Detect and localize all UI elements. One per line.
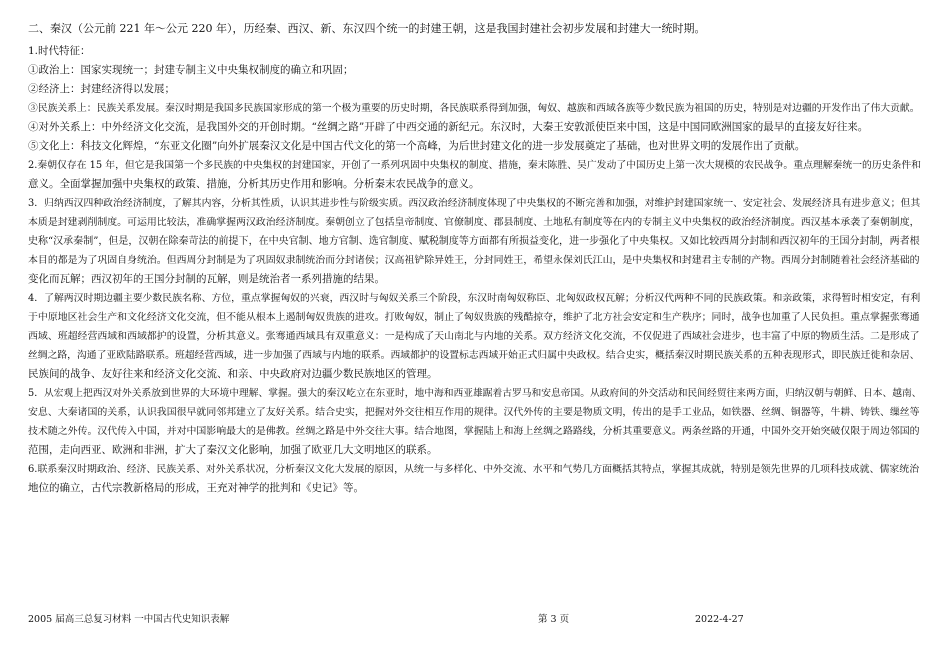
foreign-paragraph-line: 5．从宏观上把西汉对外关系放到世界的大环境中理解、掌握。强大的秦汉屹立在东亚时，地中海和西亚雄踞着古罗马和安息帝国。从政府间的外交活动和民间经贸往来两方面，归纳汉朝与朝鲜、日本、越南、 [28, 388, 922, 399]
han-systems-paragraph-line: 本目的都是为了巩固自身统治。但西周分封制是为了巩固奴隶制统治而分封诸侯；汉高祖铲除异姓王，分封同姓王，希望永保刘氏江山，是中央集权和封建君主专制的产物。西周分封制随着社会经济基础的 [28, 255, 920, 266]
footer-title: 2005 届高三总复习材料 一中国古代史知识表解 [28, 614, 230, 625]
document-body [28, 18, 926, 498]
han-systems-paragraph-line: 3．归纳西汉四种政治经济制度，了解其内容，分析其性质，认识其进步性与阶级实质。西汉政治经济制度体现了中央集权的不断完善和加强，对维护封建国家统一、安定社会、发展经济具有进步意义；但其 [28, 198, 921, 209]
ethnic-paragraph-line: 于中原地区社会生产和文化经济文化交流，但不能从根本上遏制匈奴贵族的进攻。打败匈奴，制止了匈奴贵族的残酷掠夺，维护了北方社会安定和生产秩序；同时，战争也加重了人民负担。重点掌握张骞通 [28, 312, 920, 323]
era-features-title: 1.时代特征： [28, 45, 91, 57]
culture-paragraph-line: 地位的确立，古代宗教新格局的形成，王充对神学的批判和《史记》等。 [28, 482, 364, 494]
ethnic-paragraph-line: 民族间的战争、友好往来和经济文化交流、和亲、中央政府对边疆少数民族地区的管理。 [28, 368, 438, 380]
ethnic-paragraph-line: 丝绸之路，沟通了亚欧陆路联系。班超经营西域，进一步加强了西域与内地的联系。西域都护的设置标志西域开始正式归属中央政权。结合史实，概括秦汉时期民族关系的五种表现形式，即民族迁徙和杂居、 [28, 350, 920, 361]
han-systems-paragraph-line: 变化而瓦解；西汉初年的王国分封制的瓦解，则是统治者一系列措施的结果。 [28, 273, 385, 285]
feature-politics: ①政治上：国家实现统一；封建专制主义中央集权制度的确立和巩固； [28, 64, 354, 76]
foreign-paragraph-line: 安息、大秦诸国的关系，认识我国很早就同邻邦建立了友好关系。结合史实，把握对外交往相互作用的规律。汉代外传的主要是物质文明，传出的是手工业品，如铁器、丝绸、铜器等，牛耕、铸铁、缫丝等 [28, 407, 920, 418]
page-footer [28, 612, 926, 628]
feature-culture: ⑤文化上：科技文化辉煌，“东亚文化圈”向外扩展秦汉文化是中国古代文化的第一个高峰，为后世封建文化的进一步发展奠定了基础，也对世界文明的发展作出了贡献。 [28, 140, 806, 152]
culture-paragraph-line: 6.联系秦汉时期政治、经济、民族关系、对外关系状况，分析秦汉文化大发展的原因，从统一与多样化、中外交流、水平和气势几方面概括其特点，掌握其成就，特别是领先世界的几项科技成就、儒家统治 [28, 464, 920, 475]
foreign-paragraph-line: 范围，走向西亚、欧洲和非洲，扩大了秦汉文化影响，加强了欧亚几大文明地区的联系。 [28, 444, 438, 456]
han-systems-paragraph-line: 史称“汉承秦制”，但是，汉朝在除秦苛法的前提下，在中央官制、地方官制、选官制度、赋税制度等方面都有所损益变化，进一步强化了中央集权。又如比较西周分封制和西汉初年的王国分封制，两者根 [28, 236, 920, 247]
feature-ethnic-relations: ③民族关系上：民族关系发展。秦汉时期是我国多民族国家形成的第一个极为重要的历史时期，各民族联系得到加强，匈奴、越族和西域各族等少数民族为祖国的历史，特别是对边疆的开发作出了伟大贡献。 [28, 103, 920, 114]
ethnic-paragraph-line: 4．了解两汉时期边疆主要少数民族名称、方位，重点掌握匈奴的兴衰，西汉时与匈奴关系三个阶段，东汉时南匈奴称臣、北匈奴政权瓦解；分析汉代两种不同的民族政策。和亲政策，求得暂时相安定，有利 [28, 293, 921, 304]
feature-foreign-relations: ④对外关系上：中外经济文化交流，是我国外交的开创时期。“丝绸之路”开辟了中西交通的新纪元。东汉时，大秦王安敦派使臣来中国，这是中国同欧洲国家的最早的直接友好往来。 [28, 121, 869, 133]
foreign-paragraph-line: 技术随之外传。汉代传入中国，并对中国影响最大的是佛教。丝绸之路是中外交往大事。结合地图，掌握陆上和海上丝绸之路路线，分析其重要意义。两条丝路的开通，中国外交开始突破仅限于周边邻国的 [28, 426, 920, 437]
qin-paragraph-line: 意义。全面掌握加强中央集权的政策、措施，分析其历史作用和影响。分析秦末农民战争的意义。 [28, 178, 480, 190]
feature-economy: ②经济上：封建经济得以发展； [28, 83, 175, 95]
section-heading: 二、秦汉（公元前 221 年～公元 220 年），历经秦、西汉、新、东汉四个统一的封建王朝，这是我国封建社会初步发展和封建大一统时期。 [28, 22, 706, 35]
qin-paragraph-line: 2.秦朝仅存在 15 年，但它是我国第一个多民族的中央集权的封建国家，开创了一系列巩固中央集权的制度、措施，秦末陈胜、吴广发动了中国历史上第一次大规模的农民战争。重点理解秦统一的历史条件和 [28, 160, 922, 171]
footer-date: 2022-4-27 [695, 614, 744, 625]
han-systems-paragraph-line: 本质是封建剥削制度。可运用比较法，准确掌握两汉政治经济制度。秦朝创立了包括皇帝制度、官僚制度、郡县制度、土地私有制度等在内的专制主义中央集权的政治经济制度。西汉基本承袭了秦朝制度， [28, 217, 920, 228]
ethnic-paragraph-line: 西域、班超经营西域和西域都护的设置，分析其意义。张骞通西域具有双重意义：一是构成了天山南北与内地的关系。双方经济文化交流，不仅促进了西域社会进步，也丰富了中原的物质生活。二是形成了 [28, 331, 920, 342]
page-number: 第 3 页 [538, 614, 570, 625]
